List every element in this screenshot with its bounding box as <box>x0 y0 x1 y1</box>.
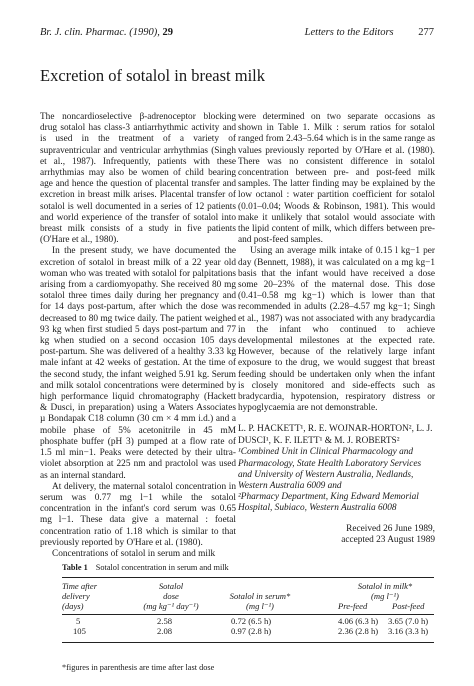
header-sotalol-serum: Sotalol in serum* (mg l⁻¹) <box>229 591 291 611</box>
table-row-1-serum: 0.72 (6.5 h) <box>231 616 272 626</box>
received-dates <box>238 524 435 547</box>
table-row-2-serum: 0.97 (2.8 h) <box>231 626 272 636</box>
table-caption <box>62 563 229 572</box>
table-row-2-post-feed: 3.16 (3.3 h) <box>388 626 429 636</box>
table-bottom-rule <box>62 642 434 643</box>
paragraph-intro: The noncardioselective β-adrenoceptor blocking drug sotalol has class-3 antiarrhythmic activity and is used in the treatment of a variety of supraventricular and ventricular arrhythmias (Singh et al., 1987). Infrequently, patients with these arrhythmias may also be women of child bearing age and hence the question of placental transfer and excretion in breast milk arises. Placental transfer of sotalol is well documented in a series of 12 patients and world experience of the transfer of sotalol into breast milk consists of a study in five patients (O'Hare et al., 1980). <box>40 112 236 246</box>
table-row-2-time: 105 <box>73 626 86 636</box>
paragraph-infant-dose: Using an average milk intake of 0.15 l kg−1 per day (Bennett, 1988), it was calculated on a mg kg−1 basis that the infant would have received a dose some 20–23% of the maternal dose. This dose (0.41–0.58 mg kg−1) which is lower than that recommended in adults (2.28–4.57 mg kg−1; Singh et al., 1987) was not associated with any bradycardia in the infant who continued to achieve developmental milestones at the expected rate. However, because of the relatively large infant exposure to the drug, we would suggest that breast feeding should be undertaken only when the infant is closely monitored and side-effects such as bradycardia, hypotension, respiratory distress or hypoglycaemia are not demonstrable. <box>238 246 435 414</box>
table-footnote: *figures in parenthesis are time after last dose <box>62 663 215 672</box>
table-row-2-dose: 2.08 <box>157 626 173 636</box>
table-caption-text: Sotalol concentration in serum and milk <box>95 563 229 572</box>
header-post-feed: Post-feed <box>392 601 425 611</box>
header-time-after-delivery: Time after delivery (days) <box>62 581 98 611</box>
received-date: Received 26 June 1989, <box>346 523 435 534</box>
right-column <box>238 112 435 546</box>
header-sotalol-milk: Sotalol in milk* (mg l⁻¹) <box>357 581 413 601</box>
affiliation-1: ¹Combined Unit in Clinical Pharmacology and Pharmacology, State Health Laboratory Services and University of Western Australia, Nedlands, Western Australia 6009 and <box>238 447 422 491</box>
table-header-rule <box>62 614 434 615</box>
table-top-rule <box>62 577 434 578</box>
table-row-1-post-feed: 3.65 (7.0 h) <box>388 616 429 626</box>
header-sotalol-dose: Sotalol dose (mg kg⁻¹ day⁻¹) <box>143 581 199 611</box>
table-row-2-pre-feed: 2.36 (2.8 h) <box>338 626 379 636</box>
affiliation-2: ²Pharmacy Department, King Edward Memorial Hospital, Subiaco, Western Australia 6008 <box>238 492 419 514</box>
running-header-section <box>305 27 434 38</box>
table-row-1-pre-feed: 4.06 (6.3 h) <box>338 616 379 626</box>
table-row-1-dose: 2.58 <box>157 616 173 626</box>
table-label: Table 1 <box>62 563 88 572</box>
accepted-date: accepted 23 August 1989 <box>341 534 435 545</box>
section-name: Letters to the Editors <box>304 27 394 38</box>
article-title: Excretion of sotalol in breast milk <box>40 66 265 85</box>
paragraph-methods: In the present study, we have documented the excretion of sotalol in breast milk of a 22 year old woman who was treated with sotalol for palpitations arising from a cardiomyopathy. She received 80 mg sotalol three times daily during her pregnancy and for 14 days post-partum, after which the dose was decreased to 80 mg twice daily. The patient weighed 93 kg when first studied 5 days post-partum and 77 kg when studied on a second occasion 105 days post-partum. She was delivered of a healthy 3.33 kg male infant at 42 weeks of gestation. At the time of the second study, the infant weighed 5.91 kg. Serum and milk sotalol concentrations were determined by high performance liquid chromatography (Hackett & Dusci, in preparation) using a Waters Associates µ Bondapak C18 column (30 cm × 4 mm i.d.) and a mobile phase of 5% acetonitrile in 45 mM phosphate buffer (pH 3) pumped at a flow rate of 1.5 ml min−1. Peaks were detected by their ultra-violet absorption at 225 nm and practolol was used as an internal standard. <box>40 246 236 481</box>
paragraph-delivery: At delivery, the maternal sotalol concentration in serum was 0.77 mg l−1 while the sotalol concentration in the infant's cord serum was 0.65 mg l−1. These data give a maternal : foetal concentration ratio of 1.18 which is similar to that previously reported by O'Hare et al. (1980). <box>40 481 236 548</box>
journal-year: (1990), <box>129 27 160 38</box>
paragraph-concentrations-start: Concentrations of sotalol in serum and milk <box>52 548 216 559</box>
left-column <box>40 112 236 560</box>
running-header-citation <box>40 27 173 38</box>
journal-name: Br. J. clin. Pharmac. <box>40 27 127 38</box>
journal-volume: 29 <box>162 27 173 38</box>
table-row-1-time: 5 <box>76 616 81 626</box>
header-pre-feed: Pre-feed <box>338 601 368 611</box>
paragraph-ratios: were determined on two separate occasions as shown in Table 1. Milk : serum ratios for sotalol ranged from 2.43–5.64 which is in the same range as values previously reported by O'Hare et al. (1980). There was no consistent difference in sotalol concentration between pre- and post-feed milk samples. The latter finding may be explained by the low octanol : water partition coefficient for sotalol (0.01–0.04; Woods & Robinson, 1981). This would make it unlikely that sotalol would associate with the lipid content of milk, which differs between pre- and post-feed samples. <box>238 112 435 246</box>
page-number: 277 <box>418 27 434 38</box>
author-list: L. P. HACKETT¹, R. E. WOJNAR-HORTON², L. J. DUSCI¹, K. F. ILETT¹ & M. J. ROBERTS² <box>238 424 433 446</box>
